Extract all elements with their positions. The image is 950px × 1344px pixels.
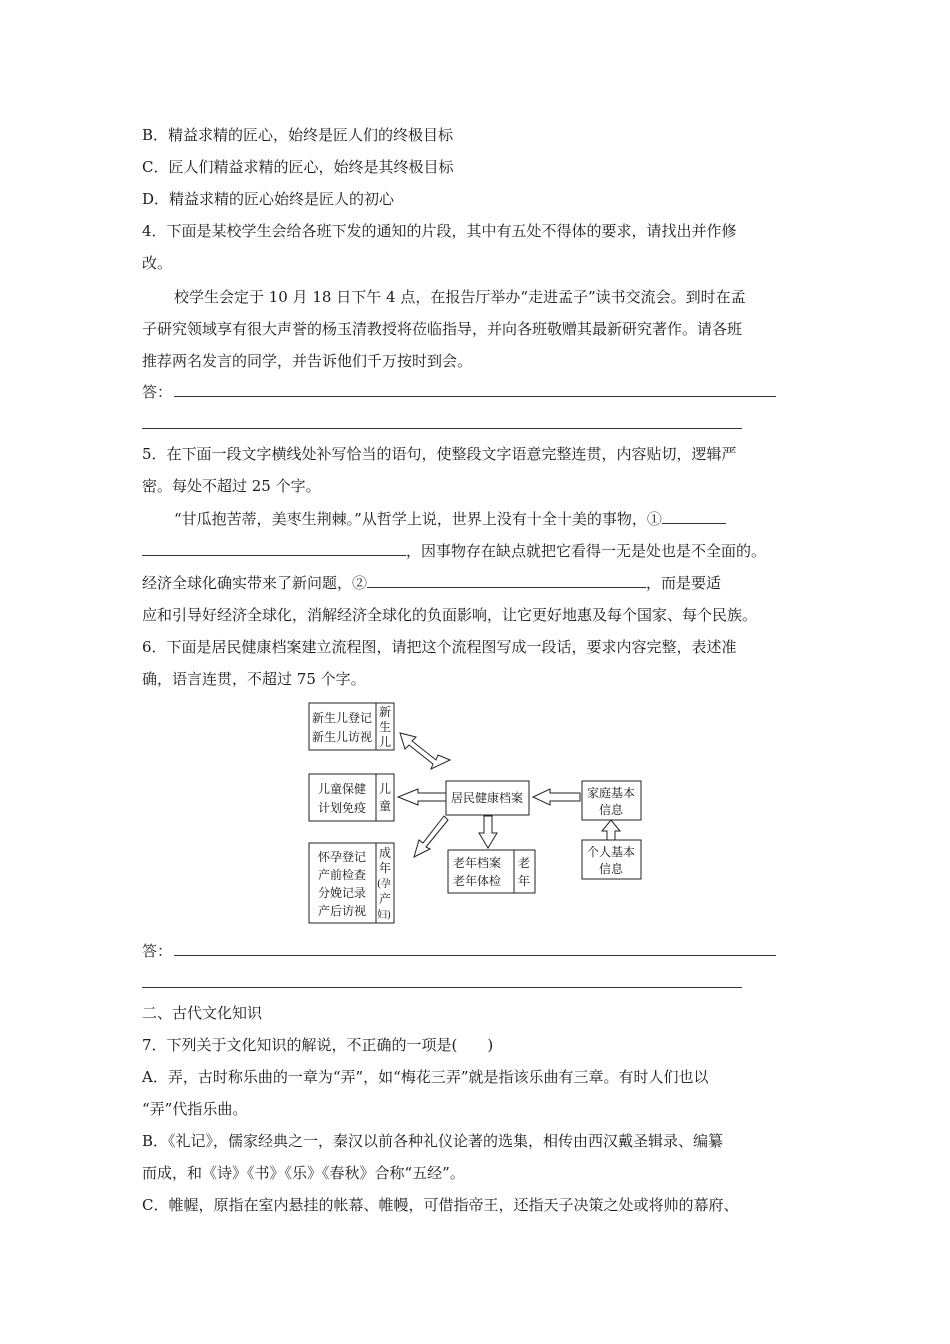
adult-tag: 成 (379, 846, 392, 860)
family-info-label: 家庭基本 (587, 786, 636, 800)
arrow-personal-to-family (602, 820, 620, 840)
q4-passage-line2: 子研究领域享有很大声誉的杨玉清教授将莅临指导，并向各班敬赠其最新研究著作。请各班 (142, 320, 743, 338)
q4-passage-line3: 推荐两名发言的同学，并告诉他们千万按时到会。 (142, 352, 473, 370)
q3-option-c: C．匠人们精益求精的匠心，始终是其终极目标 (142, 158, 454, 176)
center-label: 居民健康档案 (451, 791, 524, 805)
q7-option-a-line1: A．弄，古时称乐曲的一章为“弄”，如“梅花三弄”就是指该乐曲有三章。有时人们也以 (142, 1068, 709, 1086)
elder-item: 老年体检 (453, 874, 502, 888)
q4-passage-line1: 校学生会定于 10 月 18 日下午 4 点，在报告厅举办“走进孟子”读书交流会。到时在孟 (174, 288, 746, 306)
q5-passage-line3 (142, 573, 721, 593)
child-tag: 童 (379, 799, 392, 813)
health-record-flowchart (0, 700, 950, 940)
arrow-center-to-elder (479, 816, 497, 848)
personal-info-label: 个人基本 (587, 845, 636, 859)
q5-passage-line4: 应和引导好经济全球化，消解经济全球化的负面影响，让它更好地惠及每个国家、每个民族。 (142, 606, 758, 624)
elder-tag: 年 (518, 874, 531, 888)
adult-item: 分娩记录 (318, 886, 367, 900)
q5-blank-1-start[interactable] (662, 509, 726, 524)
q3-option-b: B．精益求精的匠心，始终是匠人们的终极目标 (142, 126, 454, 144)
q7-option-b-line2: 而成，和《诗》《书》《乐》《春秋》合称“五经”。 (142, 1164, 465, 1182)
q3-option-d: D．精益求精的匠心始终是匠人的初心 (142, 190, 395, 208)
newborn-tag: 新 (379, 705, 392, 719)
q5-passage-text: 经济全球化确实带来了新问题，② (142, 574, 368, 592)
elder-tag: 老 (518, 856, 531, 870)
adult-item: 产前检查 (318, 868, 367, 882)
q5-stem-line2: 密。每处不超过 25 个字。 (142, 477, 321, 495)
q4-stem-line1: 4．下面是某校学生会给各班下发的通知的片段，其中有五处不得体的要求，请找出并作修 (142, 222, 737, 240)
q6-answer-line-1[interactable] (174, 955, 776, 956)
q7-option-c-line1: C．帷幄，原指在室内悬挂的帐幕、帷幔，可借指帝王，还指天子决策之处或将帅的幕府、 (142, 1196, 739, 1214)
arrow-center-to-adult (414, 816, 448, 857)
q7-option-b-line1: B．《礼记》，儒家经典之一，秦汉以前各种礼仪论著的选集，相传由西汉戴圣辑录、编纂 (142, 1132, 724, 1150)
q6-answer-label: 答： (142, 942, 173, 960)
q5-passage-text: ，因事物存在缺点就把它看得一无是处也是不全面的。 (406, 542, 767, 560)
family-info-label: 信息 (599, 803, 624, 817)
adult-tag: 产 (379, 892, 392, 906)
arrow-family-to-center (533, 789, 580, 805)
q4-answer-line-1[interactable] (174, 396, 776, 397)
adult-item: 怀孕登记 (318, 850, 367, 864)
q4-stem-line2: 改。 (142, 254, 173, 272)
child-item: 儿童保健 (318, 782, 367, 796)
q6-stem-line1: 6．下面是居民健康档案建立流程图，请把这个流程图写成一段话，要求内容完整，表述准 (142, 638, 737, 656)
child-tag: 儿 (379, 782, 392, 796)
q4-answer-label: 答： (142, 383, 173, 401)
q6-answer-line-2[interactable] (142, 987, 742, 988)
arrow-center-to-child (398, 789, 446, 805)
q5-passage-line2 (142, 541, 766, 561)
q5-blank-1-end[interactable] (142, 541, 406, 556)
section2-heading: 二、古代文化知识 (142, 1004, 263, 1022)
newborn-item: 新生儿访视 (312, 730, 373, 744)
adult-tag: (孕 (377, 879, 391, 890)
elder-item: 老年档案 (453, 856, 502, 870)
newborn-tag: 儿 (379, 735, 392, 749)
q7-option-a-line2: “弄”代指乐曲。 (142, 1100, 248, 1118)
q5-blank-2[interactable] (367, 573, 646, 588)
adult-item: 产后访视 (318, 904, 367, 918)
q5-passage-text: “甘瓜抱苦蒂，美枣生荆棘。”从哲学上说，世界上没有十全十美的事物，① (174, 510, 662, 528)
newborn-item: 新生儿登记 (312, 711, 373, 725)
child-item: 计划免疫 (318, 801, 367, 815)
arrow-center-to-newborn (400, 733, 450, 769)
newborn-tag: 生 (379, 720, 392, 734)
personal-info-label: 信息 (599, 862, 624, 876)
q6-stem-line2: 确，语言连贯，不超过 75 个字。 (142, 670, 366, 688)
q4-answer-line-2[interactable] (142, 428, 742, 429)
q5-passage-line1 (174, 509, 726, 529)
q5-passage-text: ，而是要适 (646, 574, 722, 592)
adult-tag: 妇) (377, 910, 391, 921)
q5-stem-line1: 5．在下面一段文字横线处补写恰当的语句，使整段文字语意完整连贯，内容贴切，逻辑严 (142, 445, 737, 463)
adult-tag: 年 (379, 861, 392, 875)
q7-stem: 7．下列关于文化知识的解说，不正确的一项是( ) (142, 1036, 494, 1054)
